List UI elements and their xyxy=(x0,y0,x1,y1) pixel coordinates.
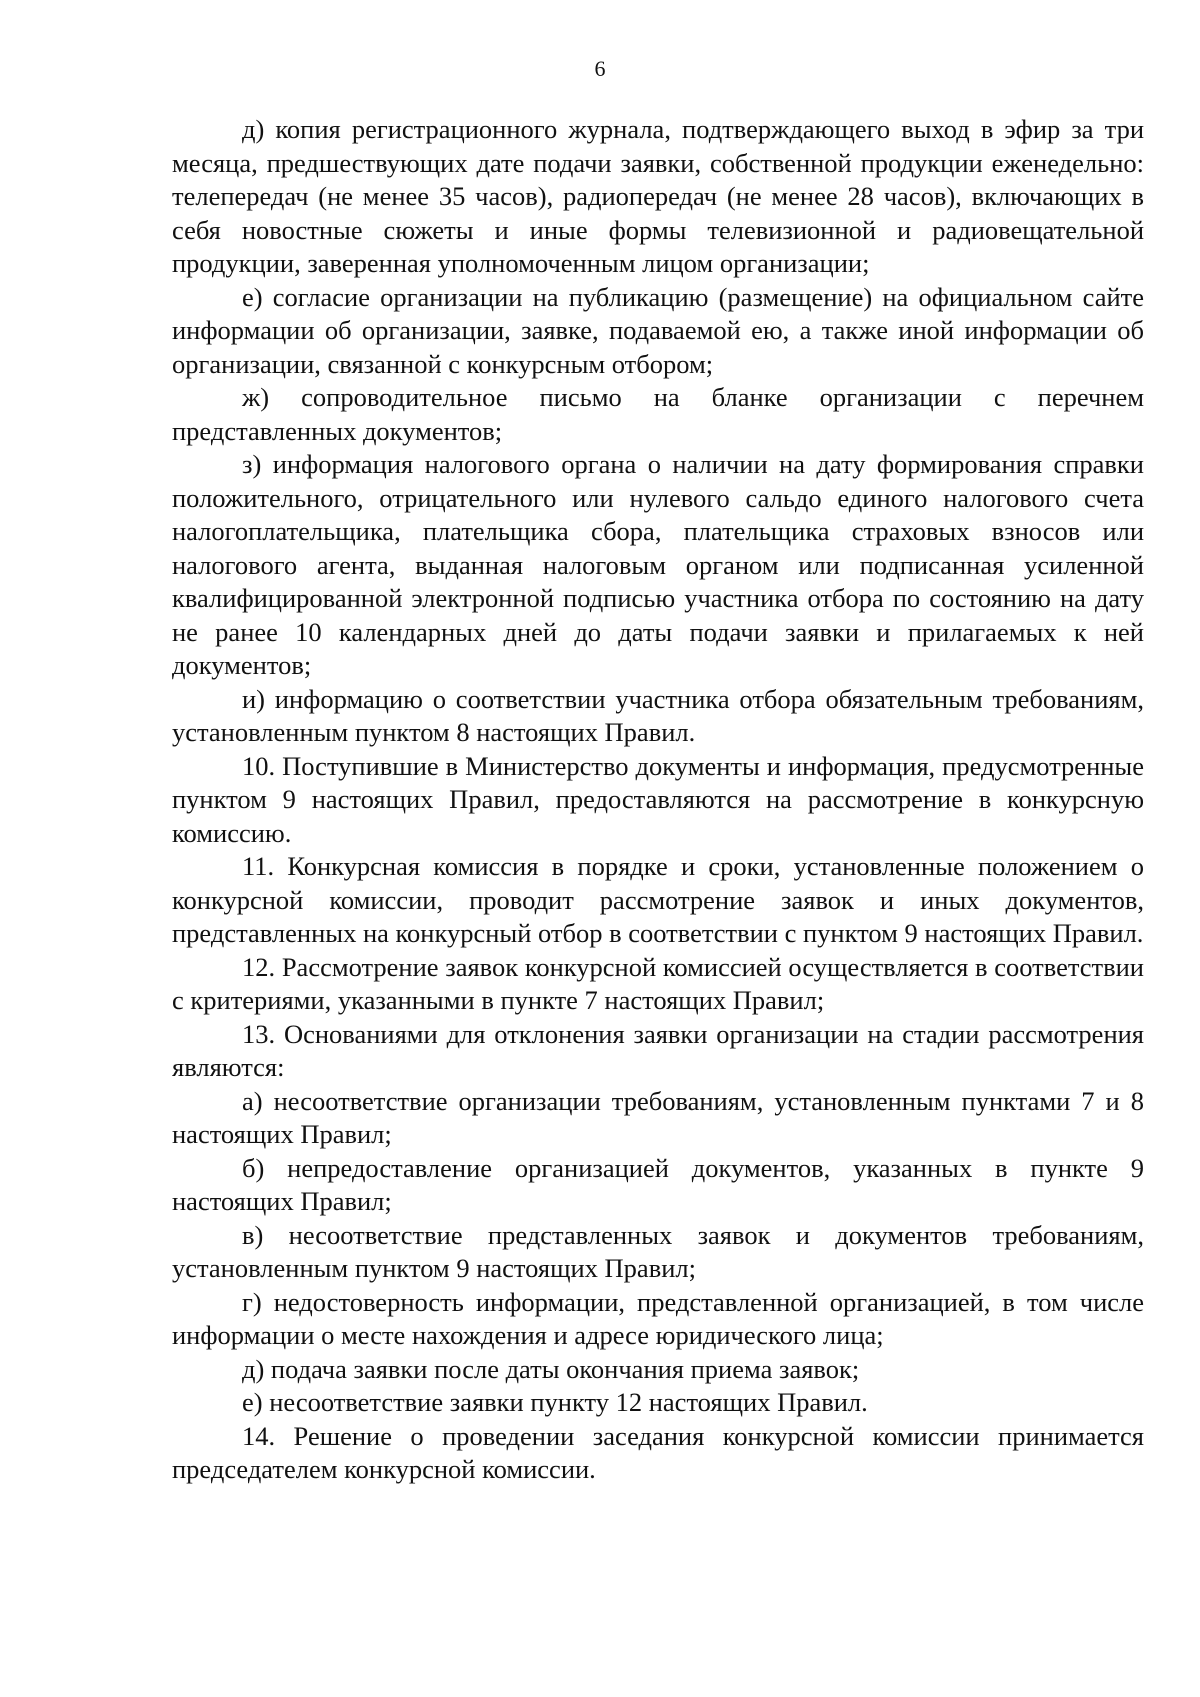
page-number: 6 xyxy=(594,56,606,81)
paragraph-clause-13: 13. Основаниями для отклонения заявки организации на стадии рассмотрения являются: xyxy=(172,1018,1144,1082)
paragraph-item-zh-cover-letter: ж) сопроводительное письмо на бланке организации с перечнем представленных документов; xyxy=(172,382,1144,446)
paragraph-clause-13-v: в) несоответствие представленных заявок и документов требованиям, установленным пунктом 9 настоящих Правил; xyxy=(172,1219,1144,1283)
paragraph-item-i-compliance-info: и) информацию о соответствии участника отбора обязательным требованиям, установленным пунктом 8 настоящих Правил. xyxy=(172,683,1144,747)
paragraph-item-e-consent: е) согласие организации на публикацию (размещение) на официальном сайте информации об организации, заявке, подаваемой ею, а также иной информации об организации, связанной с конкурсным отбором; xyxy=(172,281,1144,379)
paragraph-clause-13-d: д) подача заявки после даты окончания приема заявок; xyxy=(242,1353,860,1384)
paragraph-clause-13-a: а) несоответствие организации требованиям, установленным пунктами 7 и 8 настоящих Правил; xyxy=(172,1085,1144,1149)
paragraph-clause-13-e: е) несоответствие заявки пункту 12 настоящих Правил. xyxy=(242,1387,868,1417)
paragraph-clause-14: 14. Решение о проведении заседания конкурсной комиссии принимается председателем конкурсной комиссии. xyxy=(172,1420,1144,1484)
paragraph-clause-12: 12. Рассмотрение заявок конкурсной комиссией осуществляется в соответствии с критериями, указанными в пункте 7 настоящих Правил; xyxy=(172,951,1144,1015)
paragraph-clause-10: 10. Поступившие в Министерство документы и информация, предусмотренные пунктом 9 настоящих Правил, предоставляются на рассмотрение в конкурсную комиссию. xyxy=(172,750,1144,848)
paragraph-clause-11: 11. Конкурсная комиссия в порядке и сроки, установленные положением о конкурсной комиссии, проводит рассмотрение заявок и иных документов, представленных на конкурсный отбор в соответствии с пунктом 9 настоящих Правил. xyxy=(172,851,1144,948)
document-body xyxy=(172,113,1144,1487)
paragraph-clause-13-b: б) непредоставление организацией документов, указанных в пункте 9 настоящих Правил; xyxy=(172,1152,1144,1216)
paragraph-item-d-registration-log: д) копия регистрационного журнала, подтверждающего выход в эфир за три месяца, предшествующих дате подачи заявки, собственной продукции еженедельно: телепередач (не менее 35 часов), радиопередач (не менее 28 часов), включающих в себя новостные сюжеты и иные формы телевизионной и радиовещательной продукции, заверенная уполномоченным лицом организации; xyxy=(172,114,1144,278)
paragraph-item-z-tax-info: з) информация налогового органа о наличии на дату формирования справки положительного, отрицательного или нулевого сальдо единого налогового счета налогоплательщика, плательщика сбора, плательщика страховых взносов или налогового агента, выданная налоговым органом или подписанная усиленной квалифицированной электронной подписью участника отбора по состоянию на дату не ранее 10 календарных дней до даты подачи заявки и прилагаемых к ней документов; xyxy=(172,449,1144,680)
paragraph-clause-13-g: г) недостоверность информации, представленной организацией, в том числе информации о месте нахождения и адресе юридического лица; xyxy=(172,1286,1144,1350)
